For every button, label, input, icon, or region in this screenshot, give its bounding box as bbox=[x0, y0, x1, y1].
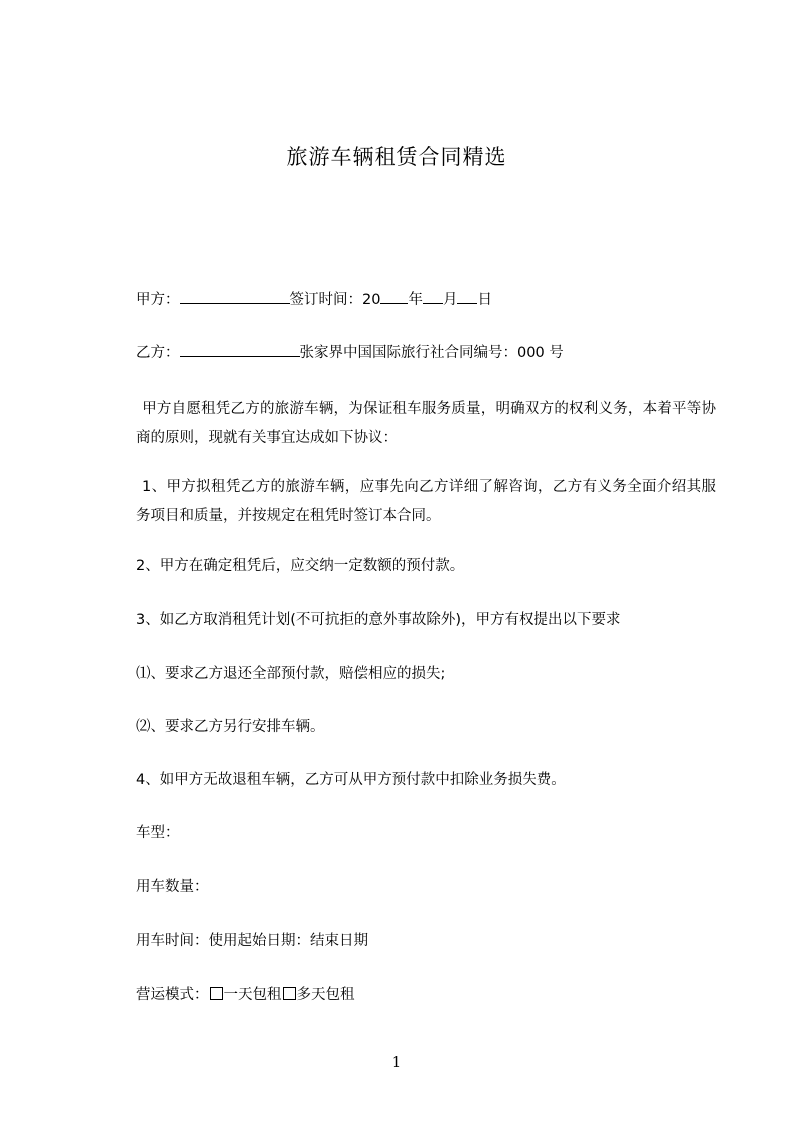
checkbox-multi-day[interactable] bbox=[283, 987, 296, 1000]
month-blank bbox=[423, 288, 443, 304]
clause-3-1: ⑴、要求乙方退还全部预付款，赔偿相应的损失; bbox=[136, 666, 446, 682]
checkbox-single-day[interactable] bbox=[210, 987, 223, 1000]
intro-paragraph bbox=[136, 395, 716, 453]
intro-text: 甲方自愿租凭乙方的旅游车辆，为保证租车服务质量，明确双方的权利义务，本着平等协商的原则，现就有关事宜达成如下协议： bbox=[136, 401, 716, 446]
clause-3-2: ⑵、要求乙方另行安排车辆。 bbox=[136, 719, 325, 735]
party-b-blank bbox=[180, 341, 300, 357]
month-label: 月 bbox=[442, 292, 458, 308]
party-a-line bbox=[136, 286, 492, 315]
party-b-line bbox=[136, 339, 564, 368]
vehicle-count-label: 用车数量： bbox=[136, 879, 209, 895]
day-label: 日 bbox=[477, 292, 492, 308]
clause-2: 2、甲方在确定租凭后，应交纳一定数额的预付款。 bbox=[136, 558, 465, 574]
party-a-blank bbox=[180, 288, 290, 304]
operation-mode-label: 营运模式： bbox=[136, 987, 209, 1003]
sign-time-label: 签订时间：20 bbox=[289, 292, 381, 308]
page-number: 1 bbox=[391, 1053, 402, 1071]
document-title: 旅游车辆租赁合同精选 bbox=[286, 145, 507, 169]
day-blank bbox=[457, 288, 477, 304]
party-b-company: 张家界中国国际旅行社合同编号：000 号 bbox=[299, 345, 564, 361]
operation-mode-line bbox=[136, 981, 355, 1010]
clause-1-paragraph bbox=[136, 473, 716, 531]
year-label: 年 bbox=[408, 292, 423, 308]
clause-3: 3、如乙方取消租凭计划(不可抗拒的意外事故除外)，甲方有权提出以下要求 bbox=[136, 612, 621, 628]
party-b-label: 乙方： bbox=[136, 345, 180, 361]
vehicle-type-label: 车型： bbox=[136, 825, 180, 841]
party-a-label: 甲方： bbox=[136, 292, 180, 308]
clause-4: 4、如甲方无故退租车辆，乙方可从甲方预付款中扣除业务损失费。 bbox=[136, 772, 566, 788]
clause-1-text: 1、甲方拟租凭乙方的旅游车辆，应事先向乙方详细了解咨询，乙方有义务全面介绍其服务项目和质量，并按规定在租凭时签订本合同。 bbox=[136, 479, 716, 524]
option-multi-day: 多天包租 bbox=[296, 987, 355, 1003]
year-blank bbox=[380, 288, 408, 304]
option-single-day: 一天包租 bbox=[223, 987, 282, 1003]
usage-time-label: 用车时间：使用起始日期：结束日期 bbox=[136, 933, 368, 949]
